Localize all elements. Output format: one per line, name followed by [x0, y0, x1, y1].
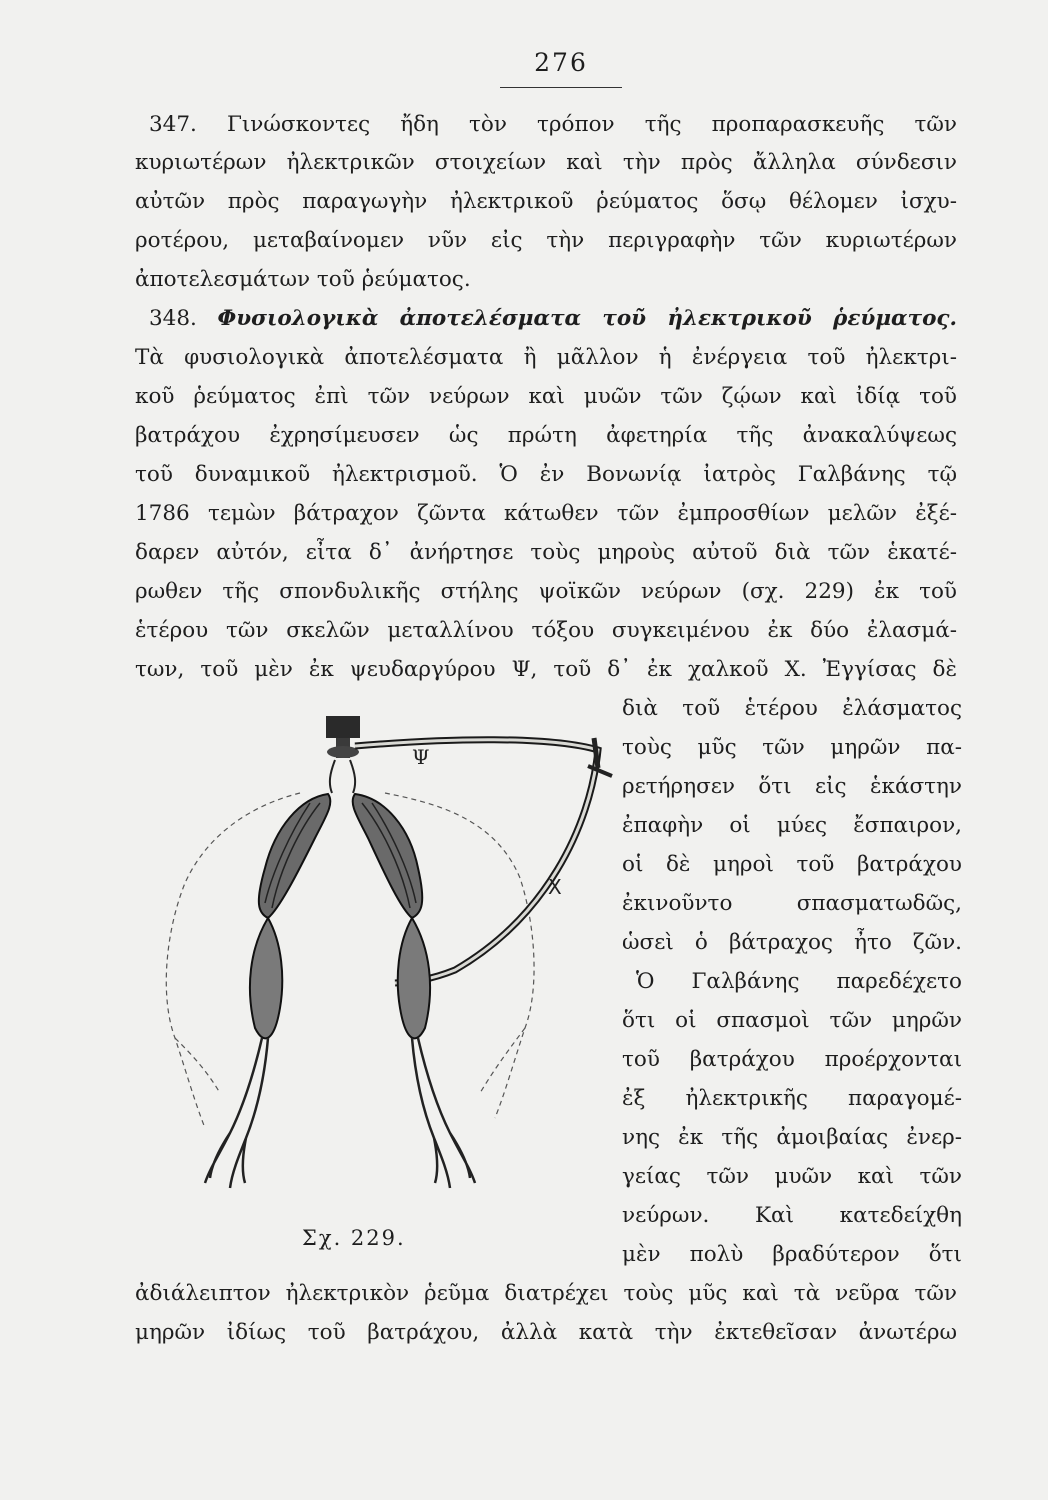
right-thigh-muscle	[353, 794, 423, 918]
text-line: ρωθεν τῆς σπονδυλικῆς στήλης ψοϊκῶν νεύρων (σχ. 229) ἐκ τοῦ	[135, 579, 957, 604]
text-line: 1786 τεμὼν βάτραχον ζῶντα κάτωθεν τῶν ἐμπροσθίων μελῶν ἐξέ-	[135, 501, 957, 526]
section-number: 348.	[149, 306, 197, 331]
text-line: Ὁ Γαλβάνης παρεδέχετο	[636, 969, 962, 994]
text-line: νεύρων. Καὶ κατεδείχθη	[622, 1203, 962, 1228]
text-line: ρετήρησεν ὅτι εἰς ἑκάστην	[622, 774, 962, 799]
frog-body-outline	[166, 793, 534, 1128]
text-line: γείας τῶν μυῶν καὶ τῶν	[622, 1164, 962, 1189]
label-copper: Χ	[548, 875, 562, 899]
text-line: τοῦ δυναμικοῦ ἠλεκτρισμοῦ. Ὁ ἐν Βονωνίᾳ ἰατρὸς Γαλβάνης τῷ	[135, 462, 957, 487]
right-shank-muscle	[398, 918, 430, 1038]
text-line: κυριωτέρων ἠλεκτρικῶν στοιχείων καὶ τὴν πρὸς ἄλληλα σύνδεσιν	[135, 150, 957, 175]
text-line: τοὺς μῦς τῶν μηρῶν πα-	[622, 735, 962, 760]
text-line: ἐπαφὴν οἱ μύες ἔσπαιρον,	[622, 813, 962, 838]
text-line: ὅτι οἱ σπασμοὶ τῶν μηρῶν	[622, 1008, 962, 1033]
text-line: κοῦ ῥεύματος ἐπὶ τῶν νεύρων καὶ μυῶν τῶν ζῴων καὶ ἰδίᾳ τοῦ	[135, 384, 957, 409]
text-line: διὰ τοῦ ἑτέρου ἐλάσματος	[622, 696, 962, 721]
text-line: μηρῶν ἰδίως τοῦ βατράχου, ἀλλὰ κατὰ τὴν ἐκτεθεῖσαν ἀνωτέρω	[135, 1320, 957, 1345]
text-line: των, τοῦ μὲν ἐκ ψευδαργύρου Ψ, τοῦ δ᾽ ἐκ χαλκοῦ Χ. Ἐγγίσας δὲ	[135, 657, 957, 682]
section-title: Φυσιολογικὰ ἀποτελέσματα τοῦ ἠλεκτρικοῦ ῥεύματος.	[217, 306, 957, 331]
text-line: 347. Γινώσκοντες ἤδη τὸν τρόπον τῆς προπαρασκευῆς τῶν	[149, 112, 957, 137]
text-line: βατράχου ἐχρησίμευσεν ὡς πρώτη ἀφετηρία τῆς ἀνακαλύψεως	[135, 423, 957, 448]
text-line: μὲν πολὺ βραδύτερον ὅτι	[622, 1242, 962, 1267]
text-line: ἐξ ἠλεκτρικῆς παραγομέ-	[622, 1086, 962, 1111]
text-line: ἑτέρου τῶν σκελῶν μεταλλίνου τόξου συγκειμένου ἐκ δύο ἐλασμά-	[135, 618, 957, 643]
right-foot	[412, 1038, 475, 1188]
text-line: Τὰ φυσιολογικὰ ἀποτελέσματα ἢ μᾶλλον ἡ ἐνέργεια τοῦ ἠλεκτρι-	[135, 345, 957, 370]
text-line: ροτέρου, μεταβαίνομεν νῦν εἰς τὴν περιγραφὴν τῶν κυριωτέρων	[135, 228, 957, 253]
page-number: 276	[534, 48, 588, 77]
text-line: ἀποτελεσμάτων τοῦ ῥεύματος.	[135, 267, 471, 292]
text-line: τοῦ βατράχου προέρχονται	[622, 1047, 962, 1072]
text-line: οἱ δὲ μηροὶ τοῦ βατράχου	[622, 852, 962, 877]
text-line: ὡσεὶ ὁ βάτραχος ἦτο ζῶν.	[622, 930, 962, 955]
text-line: ἀδιάλειπτον ἠλεκτρικὸν ῥεῦμα διατρέχει τοὺς μῦς καὶ τὰ νεῦρα τῶν	[135, 1281, 957, 1306]
text-line: νης ἐκ τῆς ἀμοιβαίας ἐνερ-	[622, 1125, 962, 1150]
figure-frog-legs	[150, 708, 620, 1238]
clamp	[326, 716, 360, 758]
left-foot	[205, 1038, 268, 1188]
text-line: αὐτῶν πρὸς παραγωγὴν ἠλεκτρικοῦ ῥεύματος ὅσῳ θέλομεν ἰσχυ-	[135, 189, 957, 214]
frog-legs-illustration	[150, 708, 620, 1238]
text-line: δαρεν αὐτόν, εἶτα δ᾽ ἀνήρτησε τοὺς μηροὺς αὐτοῦ διὰ τῶν ἑκατέ-	[135, 540, 957, 565]
figure-caption: Σχ. 229.	[302, 1226, 406, 1250]
text-line: ἐκινοῦντο σπασματωδῶς,	[622, 891, 962, 916]
label-zinc: Ψ	[412, 745, 430, 769]
section-heading-line	[135, 304, 957, 334]
left-thigh-muscle	[259, 794, 331, 918]
nerves	[330, 760, 355, 793]
page-number-rule	[500, 87, 622, 88]
left-shank-muscle	[250, 918, 282, 1038]
